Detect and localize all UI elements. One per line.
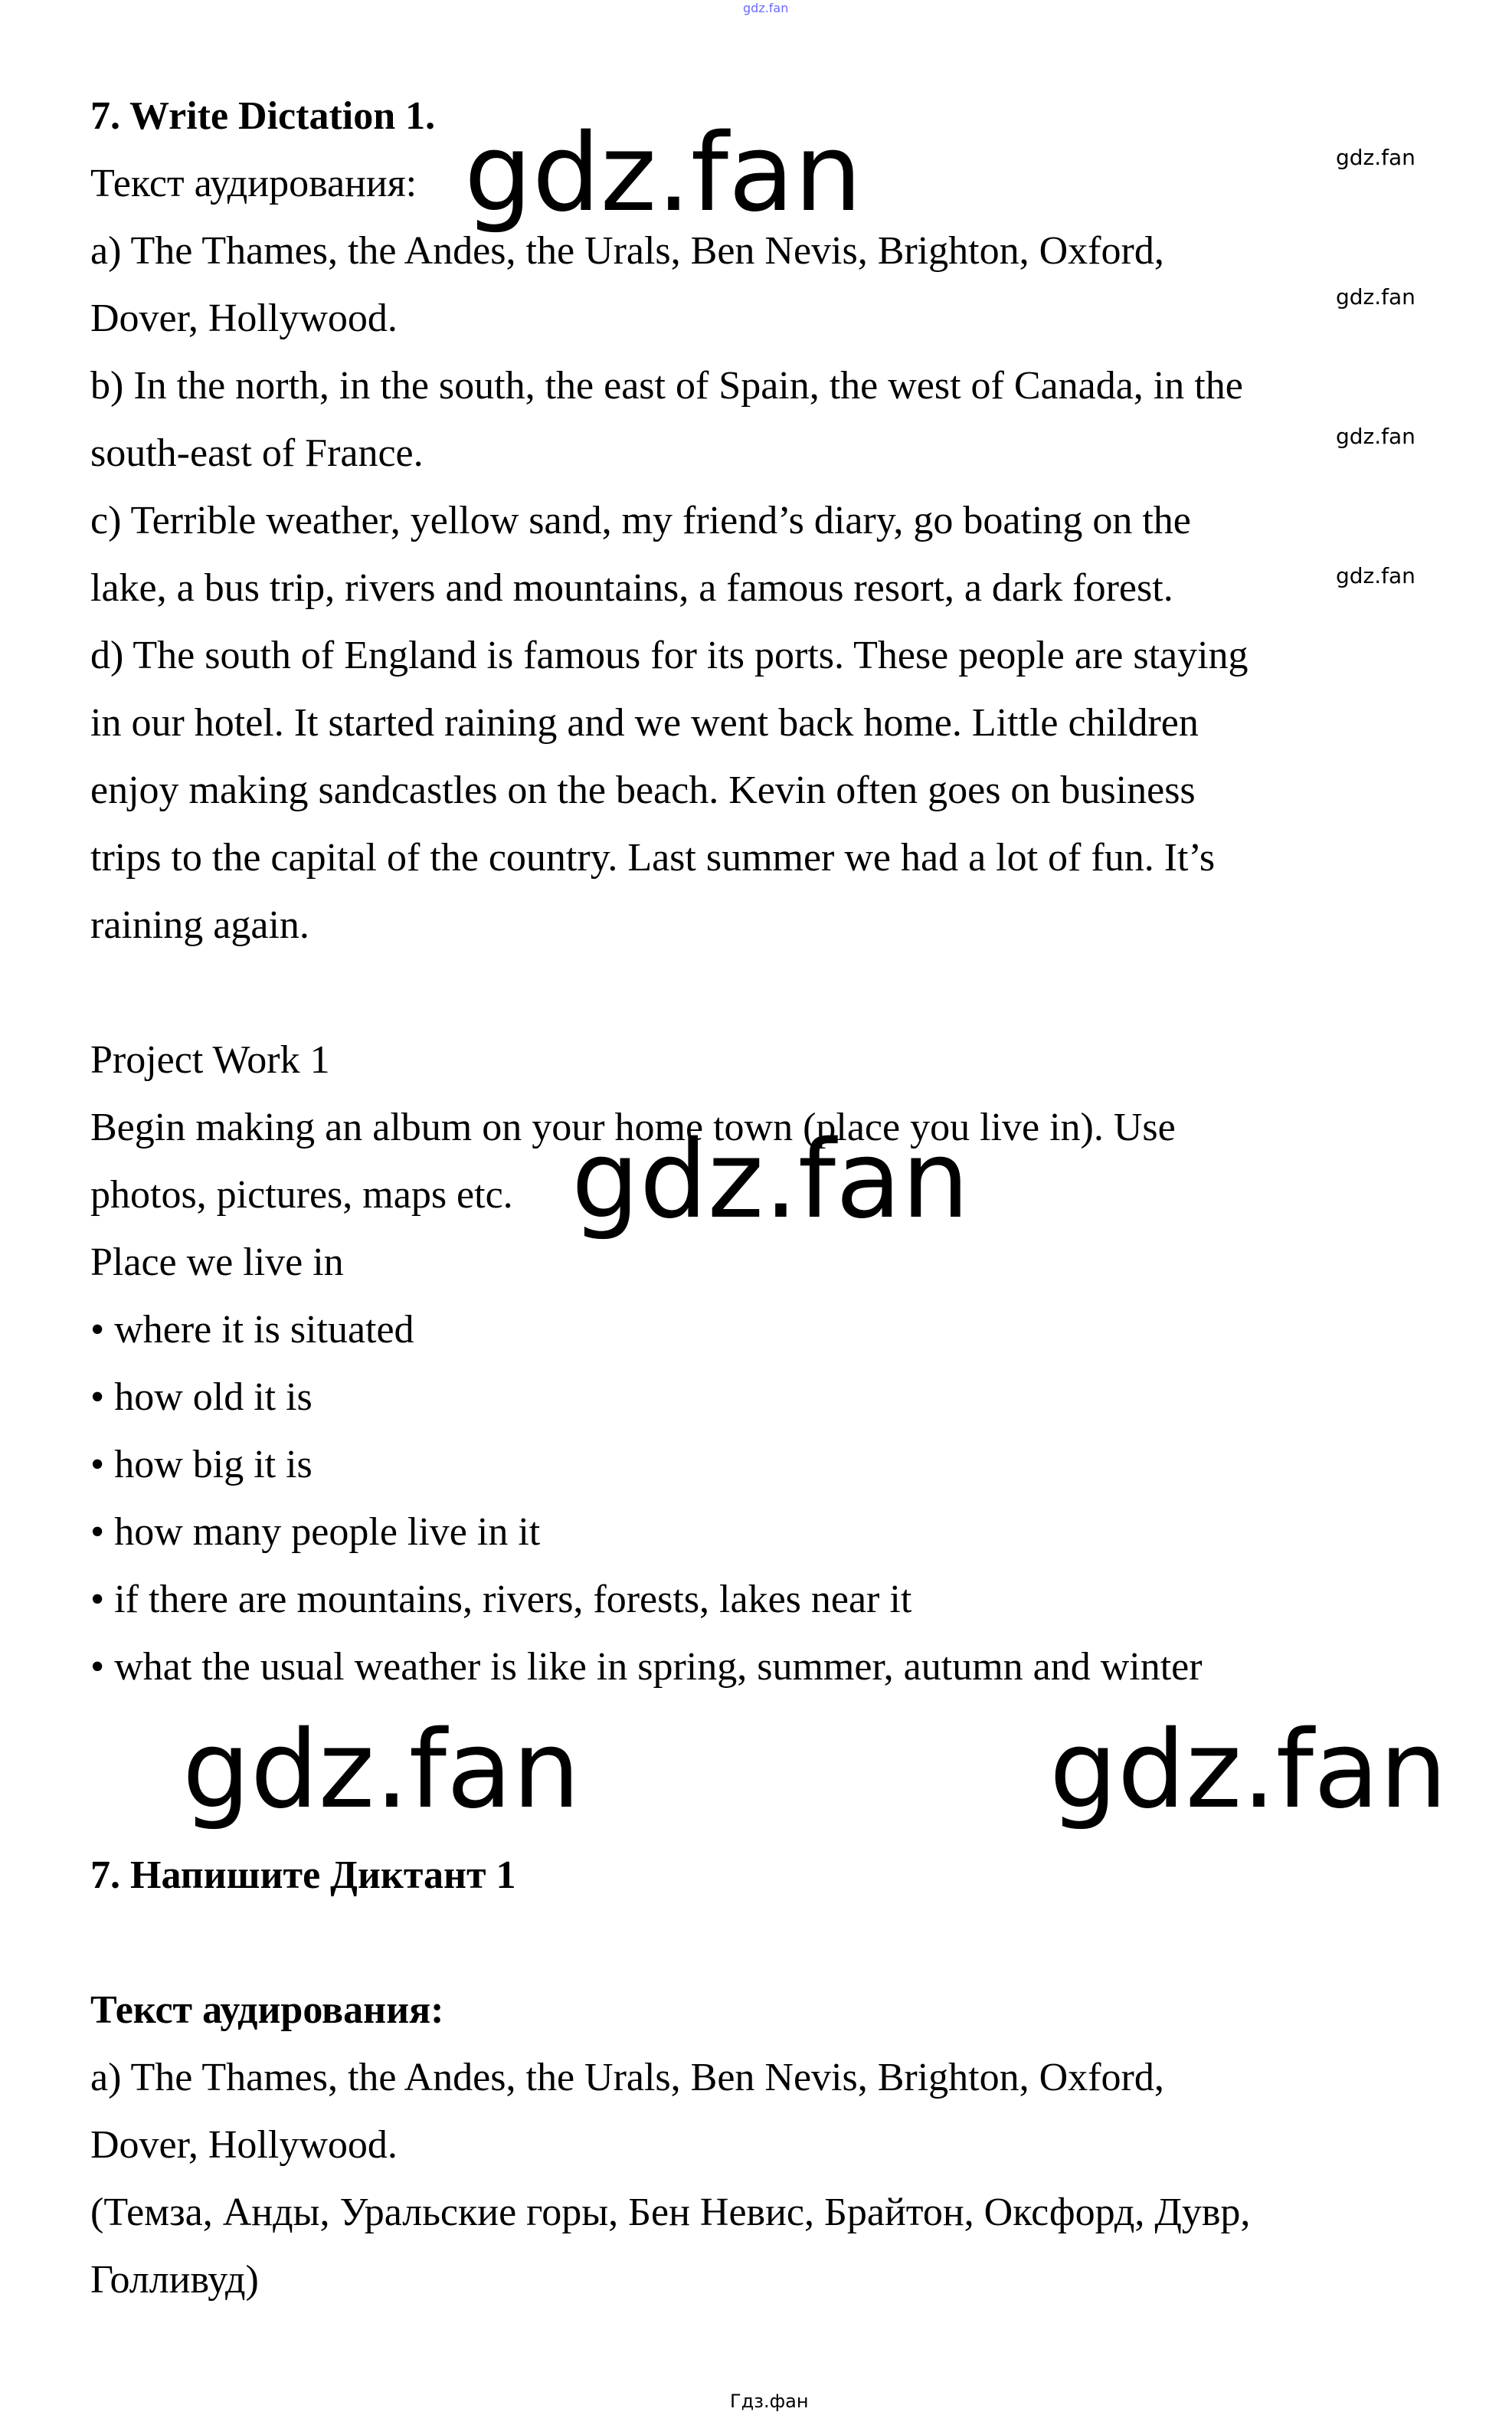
- russian-line-translation2: Голливуд): [90, 2258, 259, 2302]
- dictation-line-b2: south-east of France.: [90, 431, 424, 475]
- dictation-line-a2: Dover, Hollywood.: [90, 297, 398, 340]
- project-bullet: • how many people live in it: [90, 1510, 541, 1554]
- project-bullet: • if there are mountains, rivers, forests, lakes near it: [90, 1578, 912, 1621]
- dictation-line-c2: lake, a bus trip, rivers and mountains, a famous resort, a dark forest.: [90, 566, 1173, 610]
- project-bullet: • where it is situated: [90, 1308, 414, 1352]
- watermark-large: gdz.fan: [1049, 1708, 1448, 1833]
- dictation-line-d4: trips to the capital of the country. Last summer we had a lot of fun. It’s: [90, 836, 1216, 880]
- dictation-line-d5: raining again.: [90, 903, 309, 947]
- watermark-small: gdz.fan: [1336, 424, 1415, 449]
- dictation-line-a1: a) The Thames, the Andes, the Urals, Ben Nevis, Brighton, Oxford,: [90, 229, 1164, 273]
- project-subtitle: Place we live in: [90, 1240, 344, 1284]
- page-footer: Гдз.фан: [730, 2391, 809, 2412]
- russian-heading: 7. Напишите Диктант 1: [90, 1853, 516, 1897]
- project-bullet: • what the usual weather is like in spring, summer, autumn and winter: [90, 1645, 1203, 1689]
- project-bullet: • how big it is: [90, 1443, 313, 1486]
- listening-label: Текст аудирования:: [90, 162, 417, 205]
- watermark-large: gdz.fan: [571, 1118, 970, 1243]
- project-intro-line2: photos, pictures, maps etc.: [90, 1173, 513, 1217]
- watermark-small: gdz.fan: [1336, 284, 1415, 310]
- russian-line-a1: a) The Thames, the Andes, the Urals, Ben Nevis, Brighton, Oxford,: [90, 2056, 1164, 2099]
- watermark-small: gdz.fan: [1336, 145, 1415, 170]
- project-intro-line1: Begin making an album on your home town (place you live in). Use: [90, 1106, 1176, 1149]
- watermark-small: gdz.fan: [1336, 563, 1415, 588]
- russian-line-a2: Dover, Hollywood.: [90, 2123, 398, 2167]
- russian-listening-label: Текст аудирования:: [90, 1988, 444, 2032]
- dictation-line-c1: c) Terrible weather, yellow sand, my friend’s diary, go boating on the: [90, 499, 1191, 542]
- dictation-line-d2: in our hotel. It started raining and we went back home. Little children: [90, 701, 1199, 745]
- dictation-line-d3: enjoy making sandcastles on the beach. Kevin often goes on business: [90, 768, 1196, 812]
- watermark-large: gdz.fan: [182, 1708, 581, 1833]
- dictation-line-d1: d) The south of England is famous for its ports. These people are staying: [90, 634, 1249, 677]
- russian-line-translation1: (Темза, Анды, Уральские горы, Бен Невис, Брайтон, Оксфорд, Дувр,: [90, 2191, 1251, 2234]
- watermark-large: gdz.fan: [464, 111, 862, 236]
- watermark-top: gdz.fan: [743, 1, 789, 15]
- section-heading: 7. Write Dictation 1.: [90, 94, 436, 138]
- project-title: Project Work 1: [90, 1038, 330, 1082]
- dictation-line-b1: b) In the north, in the south, the east of Spain, the west of Canada, in the: [90, 364, 1243, 408]
- project-bullet: • how old it is: [90, 1375, 313, 1419]
